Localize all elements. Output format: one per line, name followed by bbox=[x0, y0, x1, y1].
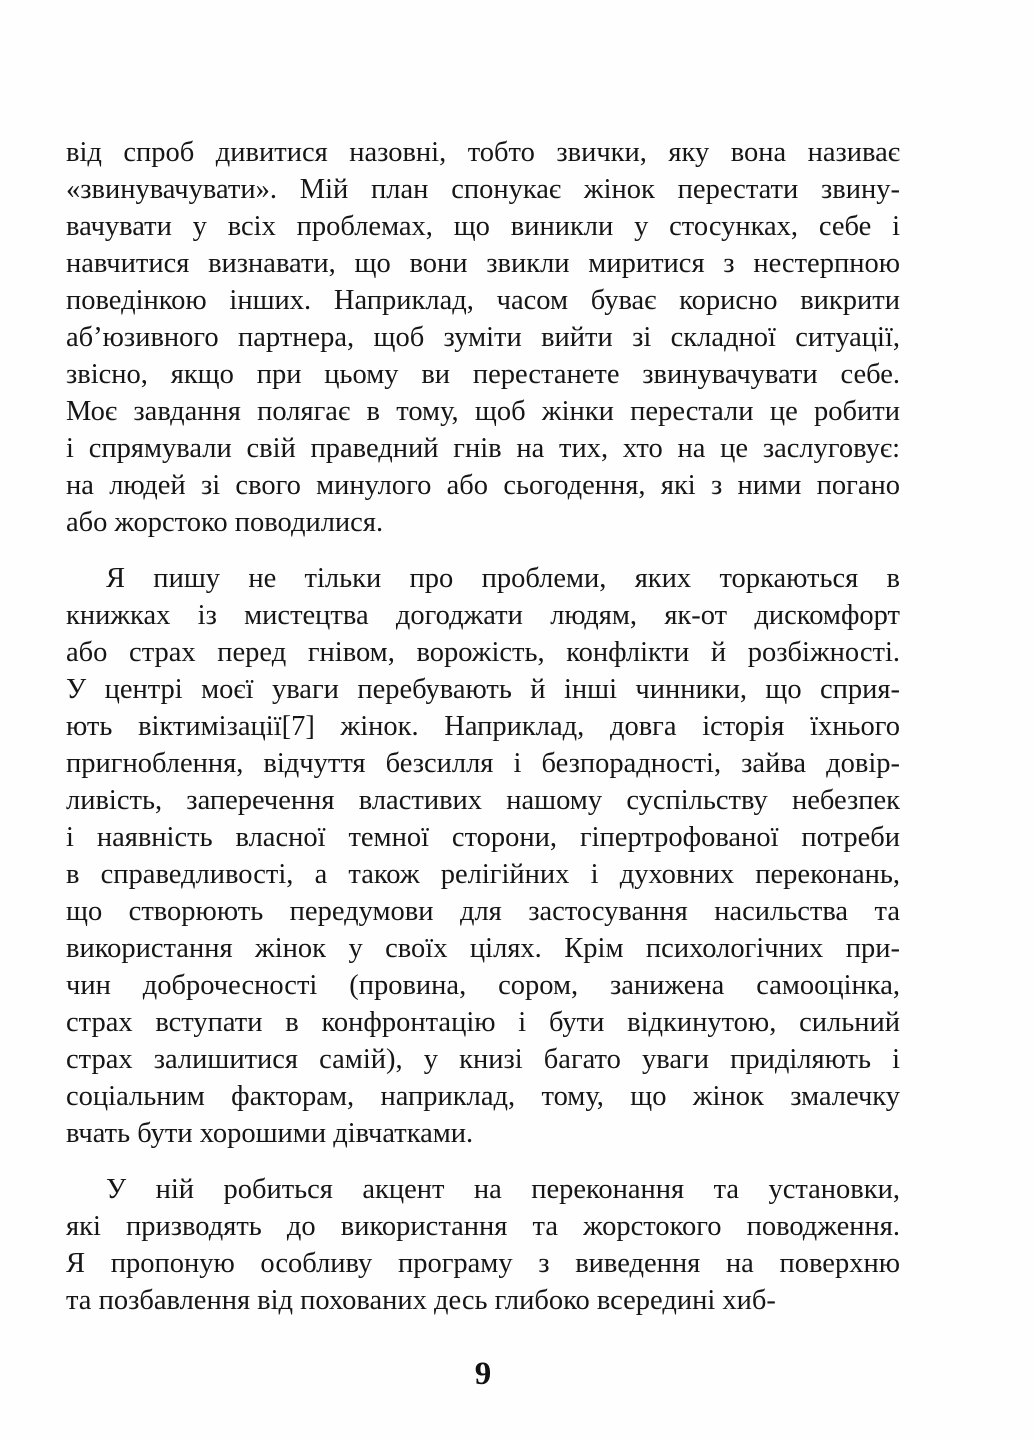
text-line: страх залишитися самій), у книзі багато уваги приділяють і bbox=[66, 1044, 900, 1075]
text-line: вчать бути хорошими дівчатками. bbox=[66, 1118, 474, 1149]
text-line: що створюють передумови для застосування насильства та bbox=[66, 896, 900, 927]
text-line: використання жінок у своїх цілях. Крім психологічних при- bbox=[66, 933, 900, 964]
text-line: ють віктимізації[7] жінок. Наприклад, довга історія їхнього bbox=[66, 711, 900, 742]
text-line: звісно, якщо при цьому ви перестанете звинувачувати себе. bbox=[66, 359, 900, 390]
text-line: поведінкою інших. Наприклад, часом буває корисно викрити bbox=[66, 285, 900, 316]
text-line: Моє завдання полягає в тому, щоб жінки перестали це робити bbox=[66, 396, 900, 427]
text-line: і спрямували свій праведний гнів на тих, хто на це заслуговує: bbox=[66, 433, 900, 464]
text-block bbox=[66, 134, 900, 1319]
text-line: чин доброчесності (провина, сором, занижена самооцінка, bbox=[66, 970, 900, 1001]
text-line: книжках із мистецтва догоджати людям, як-от дискомфорт bbox=[66, 600, 900, 631]
text-line: на людей зі свого минулого або сьогодення, які з ними погано bbox=[66, 470, 900, 501]
text-line: або страх перед гнівом, ворожість, конфлікти й розбіжності. bbox=[66, 637, 900, 668]
page-number: 9 bbox=[474, 1356, 492, 1392]
text-line: страх вступати в конфронтацію і бути відкинутою, сильний bbox=[66, 1007, 900, 1038]
text-line: в справедливості, а також релігійних і духовних переконань, bbox=[66, 859, 900, 890]
text-line: та позбавлення від похованих десь глибоко всередині хиб- bbox=[66, 1285, 776, 1316]
text-line: які призводять до використання та жорстокого поводження. bbox=[66, 1211, 900, 1242]
text-line: вачувати у всіх проблемах, що виникли у стосунках, себе і bbox=[66, 211, 900, 242]
text-line: пригноблення, відчуття безсилля і безпорадності, зайва довір- bbox=[66, 748, 900, 779]
text-line: У ній робиться акцент на переконання та установки, bbox=[106, 1174, 900, 1205]
text-line: Я пишу не тільки про проблеми, яких торкаються в bbox=[106, 563, 900, 594]
text-line: соціальним факторам, наприклад, тому, що жінок змалечку bbox=[66, 1081, 900, 1112]
text-line: або жорстоко поводилися. bbox=[66, 507, 384, 538]
text-line: навчитися визнавати, що вони звикли миритися з нестерпною bbox=[66, 248, 900, 279]
paragraph bbox=[66, 134, 900, 541]
text-line: ливість, заперечення властивих нашому суспільству небезпек bbox=[66, 785, 900, 816]
text-line: Я пропоную особливу програму з виведення на поверхню bbox=[66, 1248, 900, 1279]
text-line: від спроб дивитися назовні, тобто звички, яку вона називає bbox=[66, 137, 900, 168]
text-line: і наявність власної темної сторони, гіпертрофованої потреби bbox=[66, 822, 900, 853]
text-line: У центрі моєї уваги перебувають й інші чинники, що сприя- bbox=[66, 674, 900, 705]
text-line: «звинувачувати». Мій план спонукає жінок перестати звину- bbox=[66, 174, 900, 205]
paragraph bbox=[66, 560, 900, 1152]
paragraph bbox=[66, 1171, 900, 1319]
text-line: аб’юзивного партнера, щоб зуміти вийти зі складної ситуації, bbox=[66, 322, 900, 353]
